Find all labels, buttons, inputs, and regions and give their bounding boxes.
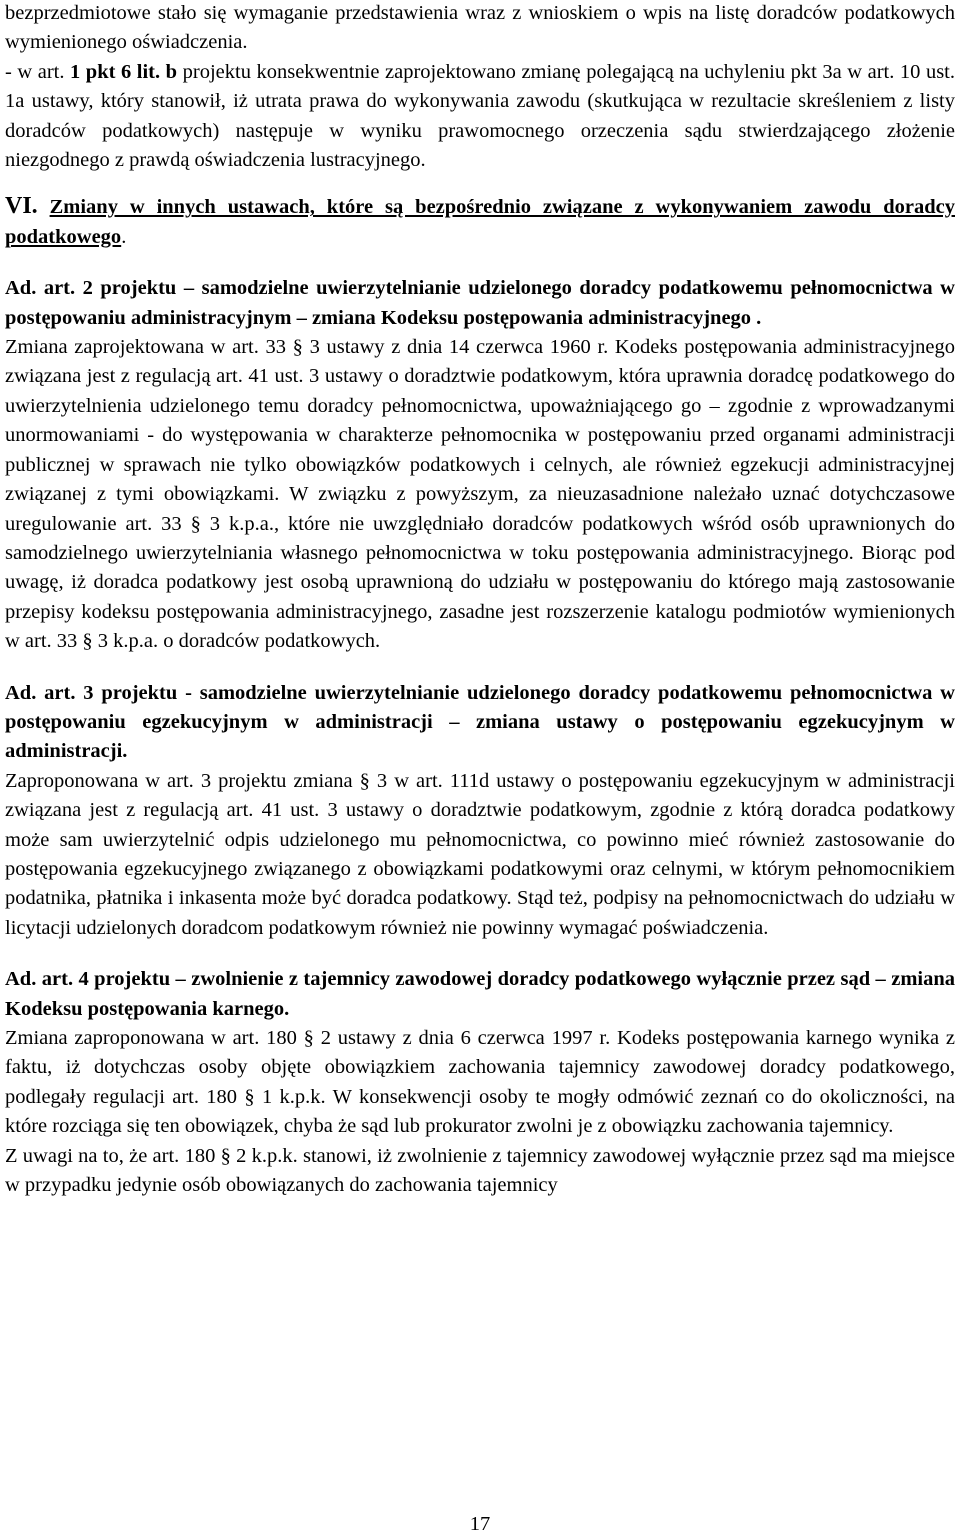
- paragraph-art1-prefix: - w art.: [5, 60, 71, 83]
- art2-body: Zmiana zaprojektowana w art. 33 § 3 ustawy z dnia 14 czerwca 1960 r. Kodeks postępowania administracyjnego związana jest z regulacją art. 41 ust. 3 ustawy o doradztwie podatkowym, która uprawnia doradcę podatkowego do uwierzytelnienia udzielonego temu doradcy pełnomocnictwa, upoważniającego go – zgodnie z wprowadzanymi unormowaniami - do występowania w charakterze pełnomocnika w postępowaniu przed organami administracji publicznej w sprawach nie tylko obowiązków podatkowych i celnych, ale również egzekucji administracyjnej związanej z tymi obowiązkami. W związku z powyższym, za nieuzasadnione należało uznać dotychczasowe uregulowanie art. 33 § 3 k.p.a., które nie uwzględniało doradców podatkowych wśród osób uprawnionych do samodzielnego uwierzytelniania własnego pełnomocnictwa w toku postępowania administracyjnego. Biorąc pod uwagę, iż doradca podatkowy jest osobą uprawnioną do udziału w postępowaniu do którego mają zastosowanie przepisy kodeksu postępowania administracyjnego, zasadne jest rozszerzenie katalogu podmiotów wymienionych w art. 33 § 3 k.p.a. o doradców podatkowych.: [5, 336, 955, 653]
- paragraph-intro: bezprzedmiotowe stało się wymaganie przedstawienia wraz z wnioskiem o wpis na listę doradców podatkowych wymienionego oświadczenia.: [5, 2, 955, 54]
- paragraph-art1-bold-ref: 1 pkt 6 lit. b: [70, 60, 178, 83]
- art4-body-1: Zmiana zaproponowana w art. 180 § 2 ustawy z dnia 6 czerwca 1997 r. Kodeks postępowania karnego wynika z faktu, iż dotychczas osoby objęte obowiązkiem zachowania tajemnicy zawodowej doradcy podatkowego, podlegały regulacji art. 180 § 1 k.p.k. W konsekwencji osoby te mogły odmówić zeznań co do okoliczności, na które rozciąga się ten obowiązek, chyba że sąd lub prokurator zwolni je z obowiązku zachowania tajemnicy.: [5, 1027, 955, 1138]
- section-vi-number: VI.: [5, 193, 38, 220]
- art4-body-2: Z uwagi na to, że art. 180 § 2 k.p.k. stanowi, iż zwolnienie z tajemnicy zawodowej wyłącznie przez sąd ma miejsce w przypadku jedynie osób obowiązanych do zachowania tajemnicy: [5, 1144, 955, 1197]
- page-number: 17: [469, 1513, 491, 1535]
- paragraph-art1-text: projektu konsekwentnie zaprojektowano zmianę polegającą na uchyleniu pkt 3a w art. 10 ust. 1a ustawy, który stanowił, iż utrata prawa do wykonywania zawodu (skutkująca w rezultacie skreśleniem z listy doradców podatkowych) następuje w wyniku prawomocnego orzeczenia sądu stwierdzającego złożenie niezgodnego z prawdą oświadczenia lustracyjnego.: [5, 60, 956, 172]
- art3-body: Zaproponowana w art. 3 projektu zmiana § 3 w art. 111d ustawy o postępowaniu egzekucyjnym w administracji związana jest z regulacją art. 41 ust. 3 ustawy o doradztwie podatkowym, zgodnie z którą doradca podatkowy może sam uwierzytelnić odpis udzielonego mu pełnomocnictwa, co powinno mieć również zastosowanie do postępowania egzekucyjnego związanego z obowiązkami podatkowymi oraz celnymi, w którym pełnomocnikiem podatnika, płatnika i inkasenta może być doradca podatkowy. Stąd też, podpisy na pełnomocnictwach do udziału w licytacji udzielonych doradcom podatkowym również nie powinny wymagać poświadczenia.: [5, 769, 955, 939]
- art4-heading: Ad. art. 4 projektu – zwolnienie z tajemnicy zawodowej doradcy podatkowego wyłącznie przez sąd – zmiana Kodeksu postępowania karnego.: [5, 968, 955, 1020]
- section-vi-heading: [5, 192, 955, 252]
- document-page: [5, 0, 955, 1200]
- section-vi-trailing: .: [121, 225, 127, 248]
- art3-heading: Ad. art. 3 projektu - samodzielne uwierzytelnianie udzielonego doradcy podatkowemu pełnomocnictwa w postępowaniu egzekucyjnym w administracji – zmiana ustawy o postępowaniu egzekucyjnym w administracji.: [5, 681, 955, 763]
- art2-heading: Ad. art. 2 projektu – samodzielne uwierzytelnianie udzielonego doradcy podatkowemu pełnomocnictwa w postępowaniu administracyjnym – zmiana Kodeksu postępowania administracyjnego .: [5, 277, 955, 329]
- paragraph-art1-pkt6: [5, 58, 955, 176]
- section-vi-title: Zmiany w innych ustawach, które są bezpośrednio związane z wykonywaniem zawodu doradcy podatkowego: [5, 196, 955, 248]
